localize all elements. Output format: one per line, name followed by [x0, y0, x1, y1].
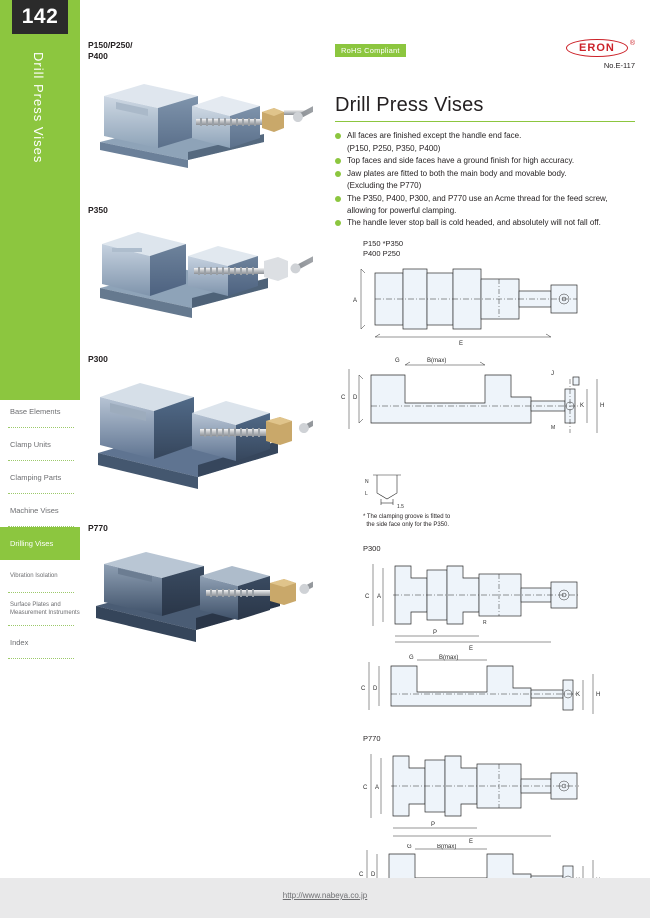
dimension-group-label-line2: P400 P250: [363, 248, 401, 258]
svg-text:1.5: 1.5: [397, 504, 404, 509]
svg-text:B(max): B(max): [437, 844, 457, 851]
svg-text:H: H: [596, 691, 601, 698]
svg-text:C: C: [359, 872, 364, 879]
svg-text:A: A: [353, 298, 358, 304]
sidebar-item-drilling-vises[interactable]: [0, 527, 80, 560]
product-label-p350: P350: [88, 205, 108, 216]
svg-text:R: R: [483, 619, 487, 626]
svg-text:C: C: [361, 685, 366, 692]
product-label-p300: P300: [88, 354, 108, 365]
sidebar-section-title-text: Drill Press Vises: [31, 52, 46, 164]
sidebar-item-label: Machine Vises: [10, 505, 59, 515]
svg-text:C: C: [365, 593, 370, 600]
technical-drawing-top-view-icon: [335, 259, 635, 349]
svg-text:E: E: [459, 341, 464, 347]
dimension-group-label-line1: P150 *P350: [363, 238, 404, 248]
vise-illustration-icon: [88, 64, 313, 194]
svg-text:A: A: [377, 593, 382, 600]
menu-divider: [8, 658, 74, 659]
feature-text: The handle lever stop ball is cold headed, and absolutely will not fall off.: [347, 218, 601, 228]
list-item: [335, 130, 635, 142]
svg-text:L: L: [365, 491, 368, 497]
sidebar-item-label: Surface Plates and Measurement Instruments: [10, 602, 80, 616]
sidebar-item-surface-plates[interactable]: [0, 593, 80, 626]
svg-text:C: C: [341, 395, 346, 401]
svg-text:A: A: [375, 785, 380, 792]
footer: [0, 878, 650, 918]
sidebar-menu: [0, 395, 80, 659]
svg-text:K: K: [576, 691, 581, 698]
product-photo-p300: [88, 367, 313, 517]
svg-text:P: P: [433, 629, 438, 636]
technical-drawing-front-view-p300-icon: [335, 654, 635, 724]
brand-block: [566, 38, 635, 70]
technical-drawing-top-view-p300-icon: [335, 554, 635, 654]
vise-illustration-icon: [88, 536, 313, 656]
svg-text:K: K: [580, 403, 585, 409]
svg-text:D: D: [371, 872, 376, 879]
svg-text:B(max): B(max): [439, 654, 459, 661]
list-item: [335, 217, 635, 229]
sidebar: [0, 0, 80, 918]
dimension-group-p150-p350-p400-p250: [335, 239, 635, 530]
dimension-group-p300: [335, 544, 635, 724]
bullet-icon: [335, 171, 341, 177]
brand-logo: ERON: [566, 39, 628, 57]
bullet-icon: [335, 196, 341, 202]
product-label-p770: P770: [88, 523, 108, 534]
svg-text:D: D: [353, 395, 358, 401]
footer-url-link[interactable]: http://www.nabeya.co.jp: [282, 891, 368, 900]
svg-text:B(max): B(max): [427, 358, 447, 364]
sidebar-item-label: Index: [10, 637, 29, 647]
list-item: [335, 168, 635, 180]
sidebar-section-title: [0, 52, 80, 252]
sidebar-item-label: Clamp Units: [10, 439, 51, 449]
dimension-note-p350: * The clamping groove is fitted to the side face only for the P350.: [363, 514, 451, 529]
bullet-icon: [335, 133, 341, 139]
brand-registered-icon: ®: [629, 39, 635, 47]
technical-drawing-groove-detail-icon: [335, 469, 635, 509]
feature-sub-text: (Excluding the P770): [347, 181, 422, 191]
bullet-icon: [335, 220, 341, 226]
sidebar-item-label: Clamping Parts: [10, 472, 62, 482]
product-photo-p770: [88, 536, 313, 661]
svg-text:G: G: [409, 654, 414, 661]
vise-illustration-icon: [88, 367, 313, 512]
content-header: [335, 40, 635, 78]
feature-sub-text: (P150, P250, P350, P400): [347, 143, 441, 153]
sidebar-item-base-elements[interactable]: [0, 395, 80, 428]
bullet-icon: [335, 158, 341, 164]
page-number: 142: [12, 0, 68, 34]
svg-text:M: M: [551, 425, 556, 431]
page-title: Drill Press Vises: [335, 94, 484, 116]
sidebar-item-machine-vises[interactable]: [0, 494, 80, 527]
sidebar-item-label: Vibration Isolation: [10, 572, 58, 579]
technical-drawing-top-view-p770-icon: [335, 744, 635, 844]
svg-text:G: G: [395, 358, 400, 364]
technical-drawing-front-view-icon: [335, 349, 635, 469]
sidebar-item-label: Drilling Vises: [10, 538, 54, 548]
dimension-group-label-p770: P770: [363, 733, 381, 743]
sidebar-item-label: Base Elements: [10, 406, 61, 416]
dimension-group-label-p300: P300: [363, 543, 381, 553]
feature-text: All faces are finished except the handle end face.: [347, 131, 522, 140]
svg-text:N: N: [365, 479, 369, 485]
sidebar-item-vibration-isolation[interactable]: [0, 560, 80, 593]
list-item: [335, 155, 635, 167]
svg-text:E: E: [469, 645, 474, 652]
product-photo-p150-p250-p400: [88, 64, 313, 199]
sidebar-item-clamp-units[interactable]: [0, 428, 80, 461]
document-number: No.E-117: [603, 61, 635, 70]
vise-illustration-icon: [88, 218, 313, 343]
title-underline: [335, 121, 635, 122]
svg-text:C: C: [363, 785, 368, 792]
feature-sub-models: [335, 143, 635, 155]
sidebar-item-index[interactable]: [0, 626, 80, 659]
svg-text:H: H: [600, 403, 605, 409]
svg-text:E: E: [469, 839, 474, 845]
feature-text: The P350, P400, P300, and P770 use an Acme thread for the feed screw, allowing for powerful clamping.: [347, 193, 608, 215]
svg-text:P: P: [431, 822, 436, 829]
feature-text: Jaw plates are fitted to both the main body and movable body.: [347, 168, 567, 178]
svg-text:G: G: [407, 844, 412, 851]
svg-text:J: J: [551, 371, 554, 377]
feature-sub-excluding: [335, 180, 635, 192]
product-photo-p350: [88, 218, 313, 348]
list-item: [335, 193, 635, 216]
main-content: [335, 40, 635, 904]
feature-list: [335, 130, 635, 229]
svg-text:D: D: [373, 685, 378, 692]
product-label-p150-p250-p400: P150/P250/ P400: [88, 40, 133, 62]
sidebar-item-clamping-parts[interactable]: [0, 461, 80, 494]
rohs-badge: RoHS Compliant: [335, 44, 406, 57]
product-image-column: [88, 40, 318, 661]
feature-text: Top faces and side faces have a ground finish for high accuracy.: [347, 156, 575, 166]
